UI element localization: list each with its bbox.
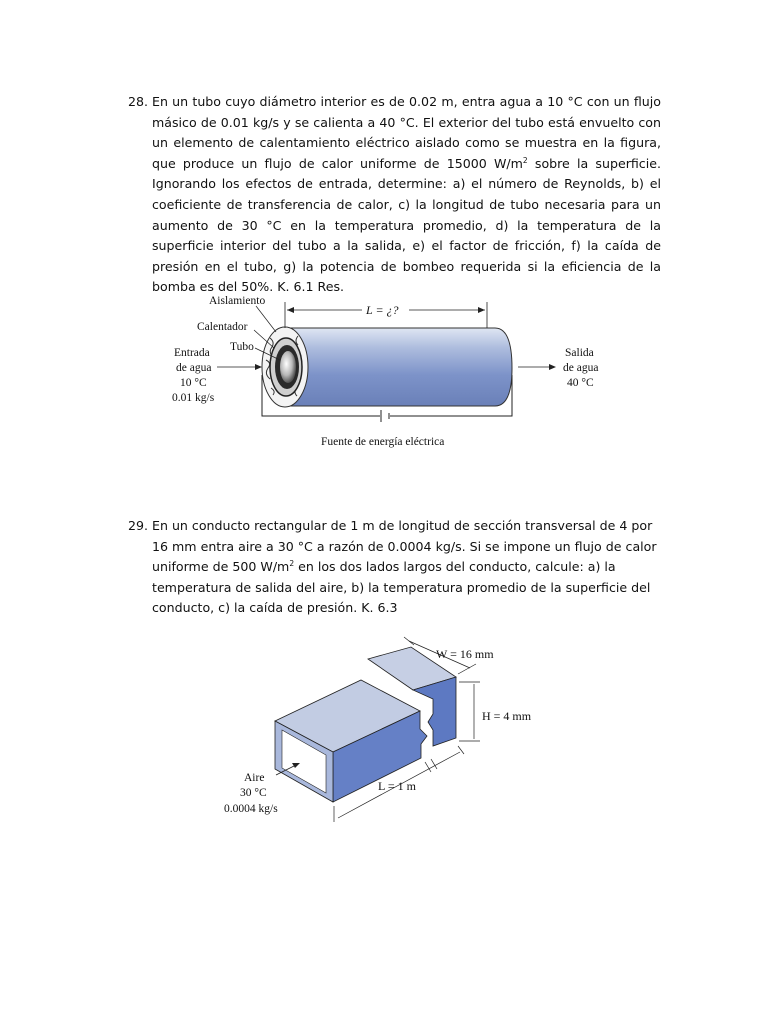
problem-28 [128, 92, 661, 298]
svg-text:Salida: Salida [565, 347, 594, 359]
svg-text:Entrada: Entrada [174, 347, 210, 359]
svg-text:0.0004 kg/s: 0.0004 kg/s [224, 803, 278, 815]
width-label: W = 16 mm [436, 647, 494, 661]
tube-label: Tubo [230, 341, 254, 353]
svg-text:Aire: Aire [244, 772, 265, 784]
tube-body [285, 328, 512, 406]
air-label [224, 772, 278, 815]
tube-core [280, 351, 296, 383]
svg-text:30 °C: 30 °C [240, 787, 267, 799]
height-label: H = 4 mm [482, 709, 532, 723]
svg-text:0.01 kg/s: 0.01 kg/s [172, 392, 215, 404]
heated-tube-figure [0, 288, 768, 458]
length-label: L = ¿? [366, 303, 399, 317]
insulation-label: Aislamiento [209, 295, 266, 307]
problem-statement: En un conducto rectangular de 1 m de longitud de sección transversal de 4 por 16 mm entra aire a 30 °C a razón de 0.0004 kg/s. Si se impone un flujo de calor uniforme de 500 $W/m^2$ en los dos lados largos del conducto, calcule: a) la temperatura de salida del aire, b) la temperatura promedio de la superficie del conducto, c) la caída de presión. K. 6.3 [152, 518, 657, 616]
svg-text:40 °C: 40 °C [567, 377, 594, 389]
problem-number: 28. [128, 94, 149, 109]
problem-number: 29. [128, 518, 149, 533]
length-label: L = 1 m [378, 779, 416, 793]
problem-statement: En un tubo cuyo diámetro interior es de 0.02 m, entra agua a 10 °C con un flujo másico de 0.01 kg/s y se calienta a 40 °C. El exterior del tubo está envuelto con un elemento de calentamiento eléctrico aislado como se muestra en la figura, que produce un flujo de calor uniforme de 15000 $W/m^2$ sobre la superficie. Ignorando los efectos de entrada, determine: a) el número de Reynolds, b) el coeficiente de transferencia de calor, c) la longitud de tubo necesaria para un aumento de 30 °C en la temperatura promedio, d) la temperatura de la superficie interior del tubo a la salida, e) el factor de fricción, f) la caída de presión en el tubo, g) la potencia de bombeo requerida si la eficiencia de la bomba es del 50%. K. 6.1 Res. [152, 94, 661, 295]
problem-29 [128, 516, 661, 619]
svg-text:de agua: de agua [176, 362, 212, 374]
inlet-label [172, 347, 215, 404]
svg-text:de agua: de agua [563, 362, 599, 374]
svg-text:10 °C: 10 °C [180, 377, 207, 389]
rectangular-duct-figure [0, 626, 768, 836]
outlet-label [563, 347, 598, 389]
heater-label: Calentador [197, 321, 248, 333]
power-source-label: Fuente de energía eléctrica [321, 436, 445, 448]
